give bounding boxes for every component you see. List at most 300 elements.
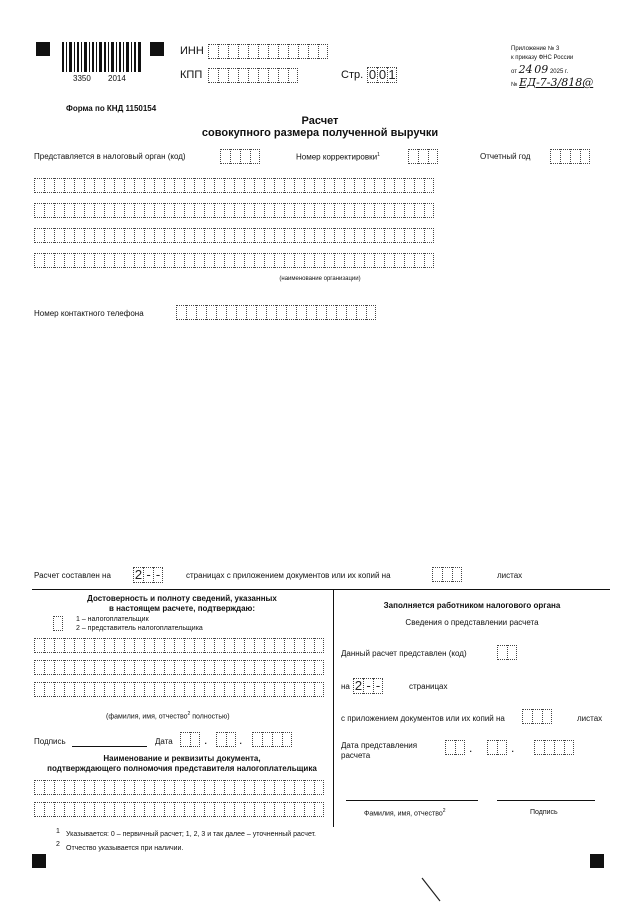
cell[interactable] xyxy=(418,149,428,164)
cell[interactable] xyxy=(318,44,328,59)
cell[interactable] xyxy=(296,305,306,320)
cell[interactable] xyxy=(124,802,134,817)
org-name-row-2[interactable] xyxy=(34,203,434,218)
cell[interactable] xyxy=(284,178,294,193)
cell[interactable] xyxy=(204,228,214,243)
cell[interactable] xyxy=(274,780,284,795)
cell[interactable] xyxy=(54,228,64,243)
cell[interactable] xyxy=(54,638,64,653)
cell[interactable] xyxy=(560,149,570,164)
cell[interactable] xyxy=(374,253,384,268)
cell[interactable] xyxy=(194,802,204,817)
cell[interactable] xyxy=(54,780,64,795)
cell[interactable] xyxy=(294,660,304,675)
cell[interactable] xyxy=(236,305,246,320)
cell[interactable] xyxy=(124,638,134,653)
cell[interactable] xyxy=(272,732,282,747)
cell[interactable] xyxy=(208,68,218,83)
cell[interactable] xyxy=(254,228,264,243)
cell[interactable] xyxy=(104,203,114,218)
cell[interactable] xyxy=(184,228,194,243)
org-name-row-3[interactable] xyxy=(34,228,434,243)
cell[interactable] xyxy=(455,740,465,755)
cell[interactable] xyxy=(134,780,144,795)
cell[interactable] xyxy=(264,253,274,268)
office-sheets-field[interactable] xyxy=(522,709,552,724)
cell[interactable] xyxy=(164,802,174,817)
cell[interactable] xyxy=(124,203,134,218)
cell[interactable] xyxy=(94,660,104,675)
cell[interactable] xyxy=(314,802,324,817)
cell[interactable] xyxy=(414,228,424,243)
cell[interactable] xyxy=(34,780,44,795)
cell[interactable] xyxy=(254,682,264,697)
cell[interactable] xyxy=(226,305,236,320)
cell[interactable] xyxy=(324,228,334,243)
cell[interactable] xyxy=(144,253,154,268)
cell[interactable] xyxy=(452,567,462,582)
cell[interactable] xyxy=(144,228,154,243)
cell[interactable] xyxy=(114,253,124,268)
cell[interactable] xyxy=(164,780,174,795)
cell[interactable] xyxy=(124,780,134,795)
cell[interactable] xyxy=(334,253,344,268)
submit-date-month-field[interactable] xyxy=(487,740,507,755)
cell[interactable] xyxy=(336,305,346,320)
cell[interactable] xyxy=(544,740,554,755)
cell[interactable] xyxy=(74,253,84,268)
cell[interactable] xyxy=(366,305,376,320)
cell[interactable] xyxy=(274,638,284,653)
cell[interactable] xyxy=(244,802,254,817)
cell[interactable] xyxy=(184,638,194,653)
cell[interactable] xyxy=(364,178,374,193)
cell[interactable] xyxy=(204,780,214,795)
cell[interactable]: - xyxy=(363,678,373,694)
cell[interactable] xyxy=(354,178,364,193)
cell[interactable] xyxy=(580,149,590,164)
cell[interactable] xyxy=(174,682,184,697)
cell[interactable] xyxy=(114,660,124,675)
cell[interactable] xyxy=(244,660,254,675)
cell[interactable] xyxy=(264,682,274,697)
cell[interactable] xyxy=(532,709,542,724)
cell[interactable] xyxy=(134,178,144,193)
cell[interactable] xyxy=(282,732,292,747)
cell[interactable] xyxy=(84,228,94,243)
cell[interactable] xyxy=(64,802,74,817)
cell[interactable] xyxy=(264,802,274,817)
page-number-field[interactable] xyxy=(367,67,397,83)
cell[interactable] xyxy=(244,682,254,697)
cell[interactable] xyxy=(144,802,154,817)
cell[interactable] xyxy=(214,228,224,243)
cell[interactable] xyxy=(204,203,214,218)
cell[interactable] xyxy=(304,802,314,817)
cell[interactable] xyxy=(234,780,244,795)
cell[interactable] xyxy=(164,228,174,243)
cell[interactable] xyxy=(314,638,324,653)
cell[interactable] xyxy=(114,178,124,193)
cell[interactable] xyxy=(364,203,374,218)
cell[interactable] xyxy=(248,68,258,83)
cell[interactable] xyxy=(94,638,104,653)
cell[interactable] xyxy=(214,682,224,697)
cell[interactable] xyxy=(268,68,278,83)
cell[interactable] xyxy=(134,638,144,653)
cell[interactable] xyxy=(54,682,64,697)
officer-sign-line[interactable] xyxy=(497,800,595,801)
cell[interactable] xyxy=(104,253,114,268)
cell[interactable] xyxy=(314,660,324,675)
cell[interactable] xyxy=(216,305,226,320)
cell[interactable] xyxy=(74,228,84,243)
cell[interactable] xyxy=(394,203,404,218)
cell[interactable] xyxy=(244,178,254,193)
cell[interactable] xyxy=(54,660,64,675)
cell[interactable] xyxy=(278,68,288,83)
cell[interactable] xyxy=(144,638,154,653)
cell[interactable] xyxy=(44,253,54,268)
cell[interactable] xyxy=(64,660,74,675)
cell[interactable] xyxy=(194,253,204,268)
cell[interactable] xyxy=(294,638,304,653)
cell[interactable] xyxy=(324,203,334,218)
cell[interactable] xyxy=(134,228,144,243)
cell[interactable] xyxy=(224,178,234,193)
cell[interactable] xyxy=(114,802,124,817)
org-name-row-4[interactable] xyxy=(34,253,434,268)
cell[interactable] xyxy=(54,802,64,817)
cell[interactable] xyxy=(404,203,414,218)
sign-date-day-field[interactable] xyxy=(180,732,200,747)
cell[interactable]: 0 xyxy=(378,67,387,82)
cell[interactable] xyxy=(266,305,276,320)
cell[interactable] xyxy=(428,149,438,164)
cell[interactable] xyxy=(214,638,224,653)
cell[interactable] xyxy=(314,682,324,697)
cell[interactable] xyxy=(414,253,424,268)
cell[interactable] xyxy=(154,660,164,675)
cell[interactable] xyxy=(84,178,94,193)
cell[interactable] xyxy=(354,203,364,218)
cell[interactable] xyxy=(344,253,354,268)
cell[interactable] xyxy=(84,682,94,697)
cell[interactable] xyxy=(334,228,344,243)
cell[interactable] xyxy=(174,203,184,218)
cell[interactable] xyxy=(224,660,234,675)
cell[interactable]: 1 xyxy=(388,67,396,82)
cell[interactable] xyxy=(218,68,228,83)
cell[interactable] xyxy=(176,305,186,320)
cell[interactable] xyxy=(94,178,104,193)
cell[interactable] xyxy=(114,228,124,243)
cell[interactable] xyxy=(234,660,244,675)
cell[interactable] xyxy=(134,682,144,697)
cell[interactable] xyxy=(424,253,434,268)
cell[interactable] xyxy=(284,253,294,268)
kpp-field[interactable] xyxy=(208,68,298,83)
cell[interactable] xyxy=(374,228,384,243)
cell[interactable] xyxy=(216,732,226,747)
cell[interactable] xyxy=(124,660,134,675)
cell[interactable] xyxy=(154,228,164,243)
cell[interactable] xyxy=(394,178,404,193)
cell[interactable] xyxy=(487,740,497,755)
cell[interactable] xyxy=(154,178,164,193)
cell[interactable] xyxy=(294,178,304,193)
cell[interactable] xyxy=(424,228,434,243)
cell[interactable] xyxy=(294,228,304,243)
cell[interactable] xyxy=(228,68,238,83)
cell[interactable] xyxy=(274,802,284,817)
cell[interactable] xyxy=(228,44,238,59)
cell[interactable] xyxy=(184,178,194,193)
cell[interactable] xyxy=(224,203,234,218)
cell[interactable]: - xyxy=(143,567,153,583)
cell[interactable] xyxy=(104,780,114,795)
cell[interactable] xyxy=(304,638,314,653)
cell[interactable] xyxy=(124,253,134,268)
cell[interactable] xyxy=(394,228,404,243)
cell[interactable] xyxy=(44,638,54,653)
cell[interactable] xyxy=(522,709,532,724)
doc-row-2[interactable] xyxy=(34,802,324,817)
cell[interactable] xyxy=(264,780,274,795)
correction-field[interactable] xyxy=(408,149,438,164)
cell[interactable] xyxy=(194,638,204,653)
cell[interactable] xyxy=(204,802,214,817)
cell[interactable] xyxy=(238,68,248,83)
cell[interactable] xyxy=(304,780,314,795)
cell[interactable] xyxy=(262,732,272,747)
cell[interactable] xyxy=(34,253,44,268)
cell[interactable] xyxy=(174,253,184,268)
cell[interactable] xyxy=(134,802,144,817)
cell[interactable] xyxy=(304,178,314,193)
cell[interactable] xyxy=(550,149,560,164)
cell[interactable] xyxy=(74,203,84,218)
cell[interactable] xyxy=(186,305,196,320)
cell[interactable] xyxy=(204,638,214,653)
cell[interactable] xyxy=(248,44,258,59)
cell[interactable] xyxy=(306,305,316,320)
cell[interactable] xyxy=(196,305,206,320)
cell[interactable] xyxy=(34,682,44,697)
cell[interactable] xyxy=(344,228,354,243)
cell[interactable] xyxy=(64,638,74,653)
cell[interactable] xyxy=(268,44,278,59)
cell[interactable] xyxy=(414,203,424,218)
cell[interactable] xyxy=(497,740,507,755)
cell[interactable] xyxy=(298,44,308,59)
cell[interactable] xyxy=(246,305,256,320)
cell[interactable] xyxy=(274,682,284,697)
cell[interactable] xyxy=(104,178,114,193)
cell[interactable] xyxy=(74,682,84,697)
cell[interactable] xyxy=(344,178,354,193)
cell[interactable] xyxy=(284,203,294,218)
cell[interactable] xyxy=(74,638,84,653)
officer-fio-line[interactable] xyxy=(346,800,478,801)
cell[interactable]: 2 xyxy=(354,678,363,693)
cell[interactable] xyxy=(252,732,262,747)
cell[interactable] xyxy=(224,780,234,795)
cell[interactable] xyxy=(445,740,455,755)
cell[interactable] xyxy=(53,616,63,631)
cell[interactable] xyxy=(284,780,294,795)
cell[interactable] xyxy=(224,682,234,697)
cell[interactable] xyxy=(84,660,94,675)
cell[interactable] xyxy=(194,780,204,795)
cell[interactable] xyxy=(226,732,236,747)
cell[interactable] xyxy=(154,802,164,817)
cell[interactable] xyxy=(214,178,224,193)
cell[interactable] xyxy=(214,660,224,675)
cell[interactable] xyxy=(254,660,264,675)
cell[interactable] xyxy=(154,253,164,268)
cell[interactable] xyxy=(394,253,404,268)
submitted-code-field[interactable] xyxy=(497,645,517,660)
signer-fio-row-3[interactable] xyxy=(34,682,324,697)
cell[interactable] xyxy=(334,178,344,193)
org-name-row-1[interactable] xyxy=(34,178,434,193)
cell[interactable] xyxy=(54,253,64,268)
cell[interactable] xyxy=(208,44,218,59)
cell[interactable] xyxy=(74,660,84,675)
cell[interactable] xyxy=(214,203,224,218)
cell[interactable] xyxy=(274,228,284,243)
cell[interactable] xyxy=(220,149,230,164)
cell[interactable] xyxy=(104,682,114,697)
cell[interactable] xyxy=(224,228,234,243)
cell[interactable] xyxy=(204,178,214,193)
cell[interactable] xyxy=(74,178,84,193)
cell[interactable] xyxy=(44,802,54,817)
cell[interactable] xyxy=(284,660,294,675)
cell[interactable] xyxy=(294,253,304,268)
cell[interactable] xyxy=(324,253,334,268)
cell[interactable] xyxy=(424,203,434,218)
cell[interactable] xyxy=(104,228,114,243)
cell[interactable] xyxy=(234,178,244,193)
cell[interactable] xyxy=(254,203,264,218)
cell[interactable] xyxy=(54,178,64,193)
cell[interactable] xyxy=(94,203,104,218)
cell[interactable] xyxy=(304,203,314,218)
cell[interactable] xyxy=(324,178,334,193)
cell[interactable] xyxy=(124,228,134,243)
cell[interactable] xyxy=(304,253,314,268)
cell[interactable] xyxy=(234,638,244,653)
cell[interactable] xyxy=(234,802,244,817)
cell[interactable] xyxy=(94,802,104,817)
cell[interactable] xyxy=(230,149,240,164)
cell[interactable] xyxy=(164,253,174,268)
cell[interactable]: 0 xyxy=(368,67,377,82)
attached-sheets-field[interactable] xyxy=(432,567,462,582)
cell[interactable] xyxy=(234,682,244,697)
cell[interactable] xyxy=(250,149,260,164)
cell[interactable] xyxy=(184,802,194,817)
cell[interactable] xyxy=(244,253,254,268)
cell[interactable] xyxy=(507,645,517,660)
cell[interactable] xyxy=(180,732,190,747)
cell[interactable] xyxy=(254,253,264,268)
cell[interactable] xyxy=(284,228,294,243)
cell[interactable] xyxy=(194,228,204,243)
cell[interactable] xyxy=(194,682,204,697)
cell[interactable] xyxy=(104,638,114,653)
cell[interactable] xyxy=(144,178,154,193)
signer-fio-row-2[interactable] xyxy=(34,660,324,675)
cell[interactable] xyxy=(104,660,114,675)
cell[interactable] xyxy=(274,253,284,268)
cell[interactable] xyxy=(44,660,54,675)
cell[interactable] xyxy=(84,203,94,218)
cell[interactable] xyxy=(164,682,174,697)
cell[interactable] xyxy=(54,203,64,218)
sign-date-month-field[interactable] xyxy=(216,732,236,747)
cell[interactable] xyxy=(190,732,200,747)
cell[interactable] xyxy=(184,253,194,268)
cell[interactable] xyxy=(134,660,144,675)
cell[interactable] xyxy=(244,638,254,653)
cell[interactable] xyxy=(432,567,442,582)
cell[interactable] xyxy=(194,660,204,675)
cell[interactable] xyxy=(244,780,254,795)
cell[interactable] xyxy=(184,780,194,795)
cell[interactable] xyxy=(570,149,580,164)
cell[interactable] xyxy=(94,780,104,795)
inn-field[interactable] xyxy=(208,44,328,59)
cell[interactable] xyxy=(286,305,296,320)
submit-date-day-field[interactable] xyxy=(445,740,465,755)
cell[interactable] xyxy=(164,638,174,653)
cell[interactable] xyxy=(124,682,134,697)
cell[interactable] xyxy=(408,149,418,164)
cell[interactable] xyxy=(404,228,414,243)
cell[interactable] xyxy=(34,802,44,817)
tax-authority-field[interactable] xyxy=(220,149,260,164)
cell[interactable] xyxy=(384,253,394,268)
cell[interactable] xyxy=(164,660,174,675)
cell[interactable] xyxy=(34,228,44,243)
cell[interactable] xyxy=(114,780,124,795)
cell[interactable] xyxy=(308,44,318,59)
cell[interactable] xyxy=(274,203,284,218)
cell[interactable] xyxy=(384,178,394,193)
cell[interactable] xyxy=(384,203,394,218)
cell[interactable] xyxy=(288,44,298,59)
cell[interactable] xyxy=(294,802,304,817)
doc-row-1[interactable] xyxy=(34,780,324,795)
cell[interactable] xyxy=(114,638,124,653)
cell[interactable] xyxy=(74,780,84,795)
cell[interactable] xyxy=(144,780,154,795)
cell[interactable] xyxy=(264,203,274,218)
cell[interactable] xyxy=(204,660,214,675)
cell[interactable] xyxy=(542,709,552,724)
cell[interactable] xyxy=(264,638,274,653)
cell[interactable] xyxy=(214,253,224,268)
cell[interactable]: - xyxy=(153,567,163,583)
cell[interactable] xyxy=(206,305,216,320)
cell[interactable] xyxy=(294,203,304,218)
signer-type-field[interactable] xyxy=(53,616,63,631)
cell[interactable] xyxy=(240,149,250,164)
cell[interactable] xyxy=(64,780,74,795)
